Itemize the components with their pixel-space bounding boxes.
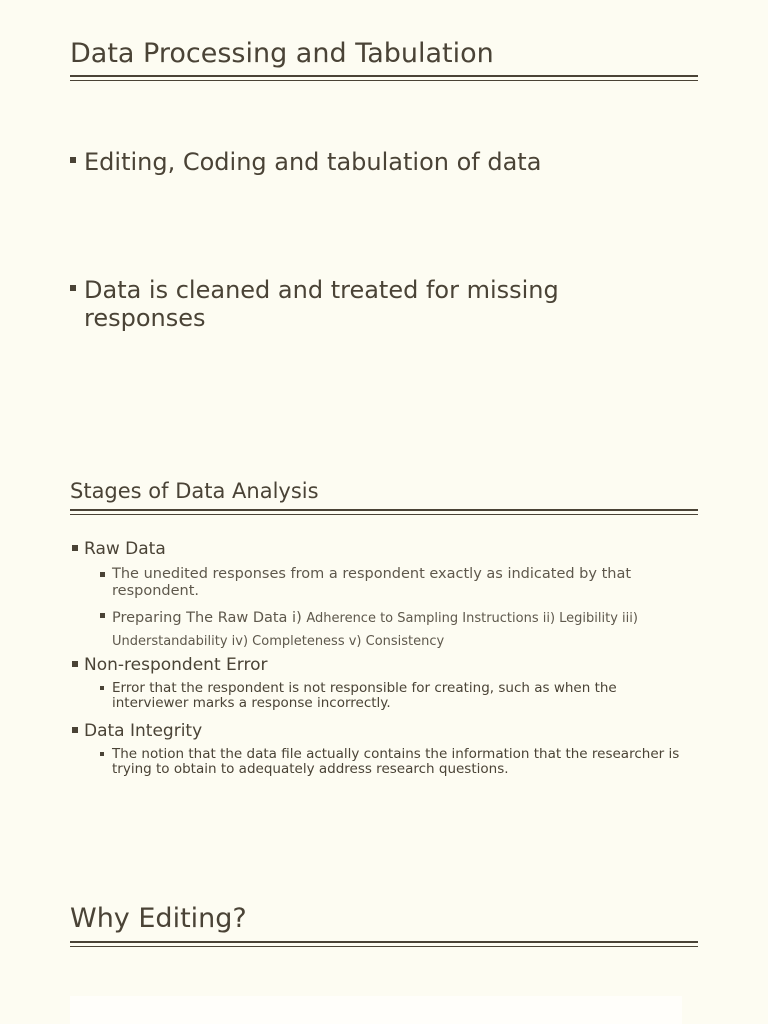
subitem-text: The unedited responses from a respondent exactly as indicated by that respondent. [112, 566, 632, 599]
bullet-square-icon [100, 613, 105, 618]
bullet-square-icon [72, 545, 78, 551]
subitem-text: The notion that the data file actually contains the information that the researcher is trying to obtain to adequately address research questions. [112, 746, 680, 777]
bullet-square-icon [72, 727, 78, 733]
stage-subitem [98, 607, 694, 653]
slide1-title: Data Processing and Tabulation [70, 38, 494, 69]
subitem-text: Error that the respondent is not responsible for creating, such as when the interviewer marks a response incorrectly. [112, 680, 617, 711]
bullet-square-icon [100, 686, 104, 690]
stage-subitem [98, 681, 694, 711]
bullet-square-icon [70, 157, 76, 163]
subitem-text: Preparing The Raw Data i) Adherence to Sampling Instructions ii) Legibility iii) Understandability iv) Completeness v) Consistency [112, 610, 638, 649]
slide1-bullet [70, 276, 624, 332]
bullet-square-icon [100, 752, 104, 756]
bullet-square-icon [72, 661, 78, 667]
slide1-bullet [70, 148, 644, 176]
stage-item-non-respondent-error [70, 655, 267, 675]
subitem-small-text: Adherence to Sampling Instructions ii) Legibility iii) Understandability iv) Completeness v) Consistency [112, 611, 638, 649]
bullet-square-icon [100, 572, 105, 577]
cropped-scanned-image [70, 996, 682, 1024]
stage-label: Raw Data [84, 539, 166, 559]
slide3-title: Why Editing? [70, 903, 247, 934]
stage-label: Non-respondent Error [84, 655, 268, 675]
stage-label: Data Integrity [84, 721, 203, 741]
bullet-square-icon [70, 285, 76, 291]
bullet-text: Data is cleaned and treated for missing responses [84, 276, 559, 332]
stage-item-raw-data [70, 539, 166, 559]
slide2-title: Stages of Data Analysis [70, 479, 319, 503]
stage-subitem [98, 747, 694, 777]
stage-item-data-integrity [70, 721, 202, 741]
bullet-text: Editing, Coding and tabulation of data [84, 148, 542, 176]
title-rule [70, 509, 698, 515]
title-rule [70, 941, 698, 947]
title-rule [70, 75, 698, 81]
stage-subitem [98, 566, 694, 600]
